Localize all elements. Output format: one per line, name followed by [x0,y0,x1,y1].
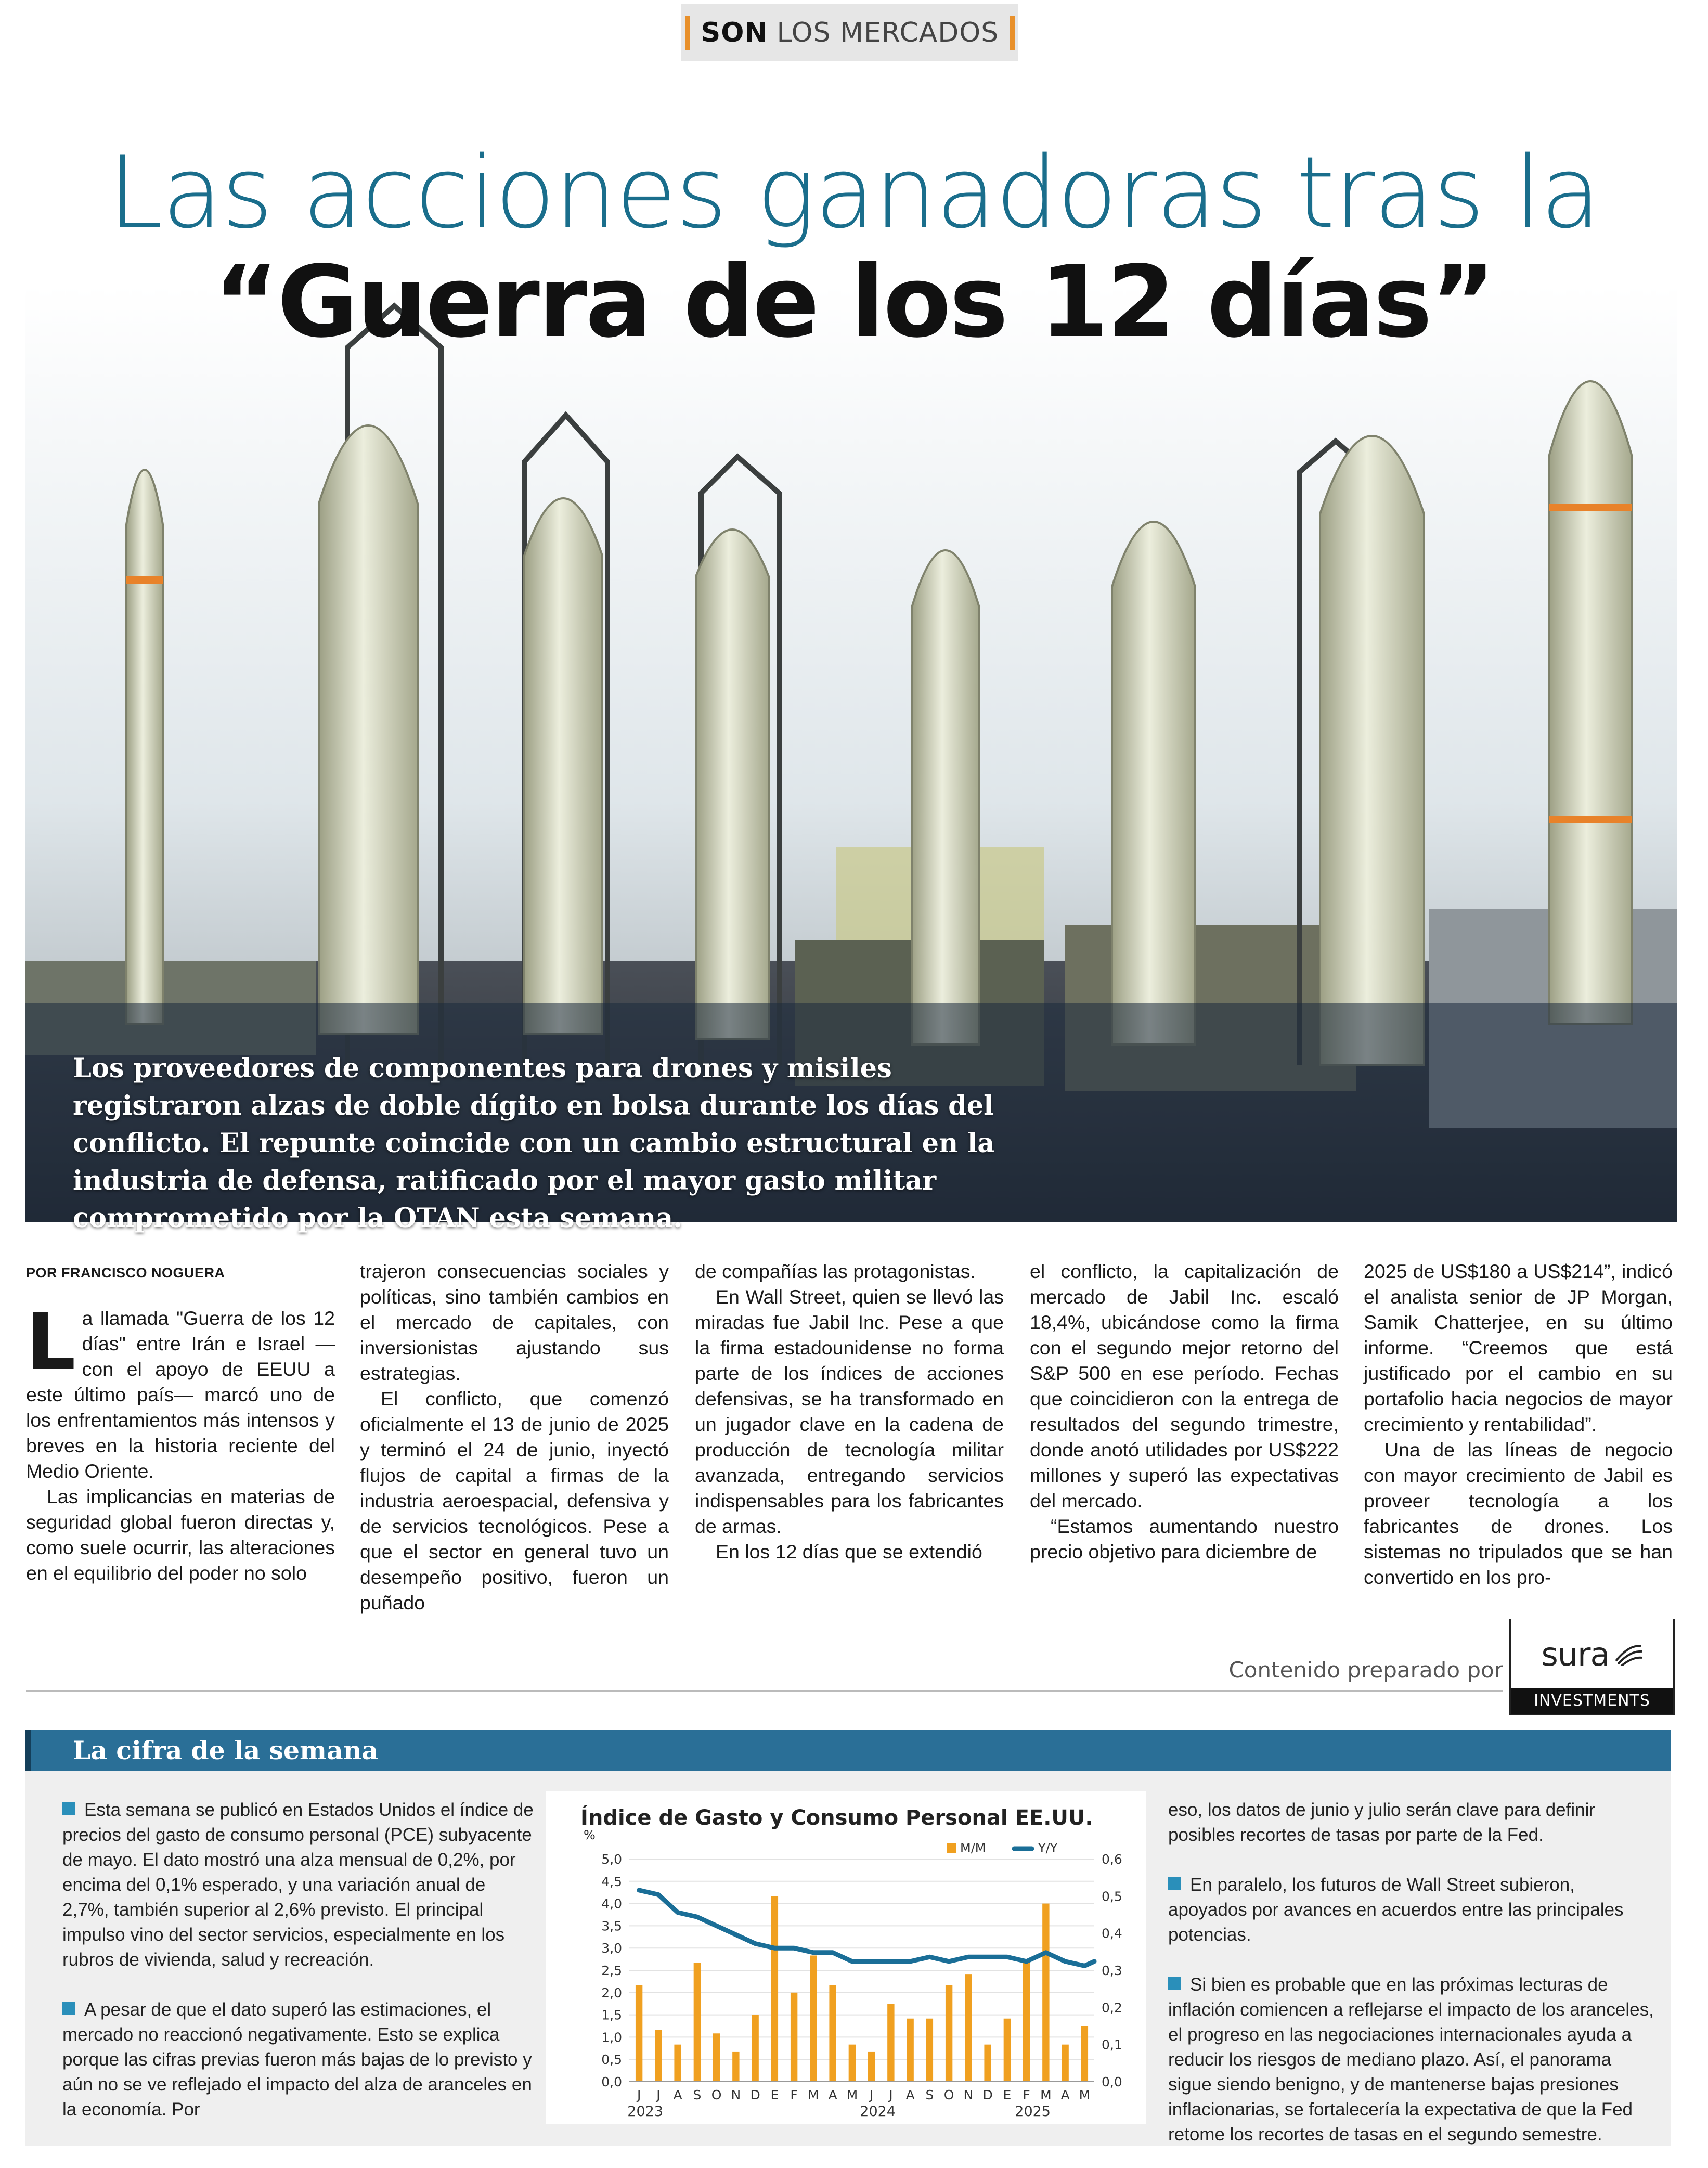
x-axis-tick-label: M [808,2087,819,2102]
article-paragraph: el conflicto, la capitalización de mercado de Jabil Inc. escaló 18,4%, ubicándose como la firma con el segundo mejor retorno del S&P 500 en ese período. Fechas que coincidieron con la entrega de resultados del segundo trimestre, donde anotó utilidades por US$222 millones y superó las expectativas del mercado. [1030,1260,1339,1512]
chart-bar [791,1993,797,2082]
chart-bar [752,2015,758,2082]
left-axis-tick-label: 1,5 [601,2007,622,2023]
x-axis-tick-label: M [846,2087,858,2102]
x-axis-tick-label: O [711,2087,722,2102]
chart-bar [810,1955,817,2082]
x-axis-tick-label: D [982,2087,993,2102]
box-title: La cifra de la semana [73,1735,379,1765]
box-paragraph: En paralelo, los futuros de Wall Street subieron, apoyados por avances en acuerdos entre las principales potencias. [1168,1875,1624,1945]
x-axis-tick-label: O [943,2087,954,2102]
deck: Los proveedores de componentes para drones y misiles registraron alzas de doble dígito en bolsa durante los días del conflicto. El repunte coincide con un cambio estructural en la industria de defensa, ratificado por el mayor gasto militar comprometido por la OTAN esta semana. [73,1053,995,1234]
article-column-3 [695,1259,1004,1565]
x-axis-tick-label: A [828,2087,837,2102]
x-axis-tick-label: S [693,2087,702,2102]
article-column-5 [1364,1259,1673,1590]
right-axis-tick-label: 0,5 [1102,1889,1122,1904]
article-paragraph: El conflicto, que comenzó oficialmente el 13 de junio de 2025 y terminó el 24 de junio, inyectó flujos de capital a firmas de la industria aeroespacial, defensiva y de servicios tecnológicos. Pese a que el sector en general tuvo un desempeño positivo, fueron un puñado [360,1388,669,1614]
chart-bars [636,1896,1088,2082]
left-axis-tick-label: 1,0 [601,2030,622,2045]
chart-bar [771,1896,778,2082]
chart-bar [907,2019,913,2082]
chart-bar [946,1985,952,2082]
chart-bar [849,2045,856,2082]
chart-bar [732,2052,739,2082]
x-axis-year-label: 2025 [1015,2104,1051,2120]
byline: POR FRANCISCO NOGUERA [26,1265,225,1281]
x-axis-tick-label: E [1003,2087,1012,2102]
right-axis-tick-label: 0,4 [1102,1926,1122,1941]
dropcap: L [26,1297,76,1388]
x-axis-tick-label: J [656,2087,661,2102]
x-axis-tick-label: N [731,2087,741,2102]
section-tag [681,4,1018,61]
chart-bar [1042,1904,1049,2082]
swirl-icon [1614,1642,1643,1666]
left-axis-tick-label: 3,5 [601,1918,622,1934]
chart-bar [868,2052,875,2082]
left-axis-tick-label: 4,0 [601,1896,622,1912]
chart-bar [636,1985,642,2082]
pce-chart-panel [546,1791,1146,2124]
section-tag-bar-left [685,16,690,50]
article-paragraph: trajeron consecuencias sociales y políticas, sino también cambios en el mercado de capitales, con inversionistas ajustando sus estrategias. [360,1260,669,1384]
pce-chart [546,1791,1146,2124]
article-column-2 [360,1259,669,1616]
x-axis-tick-label: M [1079,2087,1091,2102]
section-tag-label: SON LOS MERCADOS [701,17,999,48]
x-axis-tick-label: F [790,2087,798,2102]
bullet-square-icon [1168,1877,1181,1890]
article-column-4 [1030,1259,1339,1565]
chart-bar [829,1985,836,2082]
article-paragraph: a llamada "Guerra de los 12 días" entre Irán e Israel —con el apoyo de EEUU a este último país— marcó uno de los enfrentamientos más intensos y breves en la historia reciente del Medio Oriente. [26,1307,335,1482]
chart-bar [965,1974,972,2082]
chart-bar [674,2045,681,2082]
article-paragraph: 2025 de US$180 a US$214”, indicó el analista senior de JP Morgan, Samik Chatterjee, en su último informe. “Creemos que está justificado por el cambio en su portafolio hacia negocios de mayor crecimiento y rentabilidad”. [1364,1260,1673,1435]
box-header [25,1730,1671,1771]
x-axis-tick-label: A [673,2087,682,2102]
x-axis-tick-label: S [925,2087,934,2102]
legend-swatch-mm [947,1843,956,1853]
x-axis-tick-label: N [963,2087,974,2102]
right-axis-tick-label: 0,3 [1102,1963,1122,1978]
headline-line-2: “Guerra de los 12 días” [214,244,1494,359]
chart-legend [947,1841,1058,1855]
box-paragraph: A pesar de que el dato superó las estimaciones, el mercado no reaccionó negativamente. Esto se explica porque las cifras previas fueron más bajas de lo previsto y aún no se ve reflejado el impacto del alza de aranceles en la economía. Por [62,1999,532,2120]
article-paragraph: “Estamos aumentando nuestro precio objetivo para diciembre de [1030,1515,1339,1563]
x-axis-tick-label: A [1060,2087,1070,2102]
right-axis-tick-label: 0,1 [1102,2037,1122,2053]
bullet-square-icon [1168,1977,1181,1990]
bullet-square-icon [62,1802,75,1815]
right-axis-tick-label: 0,0 [1102,2074,1122,2089]
article-paragraph: En los 12 días que se extendió [716,1541,982,1563]
chart-bar [887,2004,894,2082]
x-axis-tick-label: A [905,2087,915,2102]
chart-title: Índice de Gasto y Consumo Personal EE.UU. [580,1806,1093,1830]
article-paragraph: de compañías las protagonistas. [695,1260,976,1282]
sponsor-divider [26,1690,1503,1692]
left-axis-tick-label: 2,5 [601,1963,622,1978]
box-left-column [62,1798,537,2147]
chart-bar [655,2030,662,2082]
right-axis-tick-label: 0,2 [1102,2000,1122,2016]
article-paragraph: En Wall Street, quien se llevó las miradas fue Jabil Inc. Pese a que la firma estadounidense no forma parte de los índices de acciones defensivas, se ha transformado en un jugador clave en la cadena de producción de tecnología militar avanzada, entregando servicios indispensables para los fabricantes de armas. [695,1286,1004,1537]
chart-series-line [639,1890,1094,1966]
chart-bar [984,2045,991,2082]
box-paragraph: eso, los datos de junio y julio serán clave para definir posibles recortes de tasas por parte de la Fed. [1168,1800,1596,1845]
legend-label-mm: M/M [960,1841,986,1855]
headline-line-1: Las acciones ganadoras tras la [108,135,1600,250]
article-column-1 [26,1297,335,1586]
x-axis-year-label: 2023 [627,2104,663,2120]
box-paragraph: Si bien es probable que en las próximas lecturas de inflación comiencen a reflejarse el impacto de los aranceles, el progreso en las negociaciones internacionales ayuda a reducir los riesgos de mediano plazo. Así, el panorama sigue siendo benigno, y de mantenerse bajas presiones inflacionarias, se fortalecería la expectativa de que la Fed retome los recortes de tasas en el segundo semestre. [1168,1975,1654,2145]
chart-bar [1023,1963,1030,2082]
article-paragraph: Las implicancias en materias de seguridad global fueron directas y, como suele ocurrir, las alteraciones en el equilibrio del poder no solo [26,1486,335,1584]
x-axis-tick-label: E [770,2087,779,2102]
chart-bar [694,1963,701,2082]
chart-bar [1081,2026,1088,2082]
chart-unit-label: % [584,1828,596,1842]
sponsor-text: Contenido preparado por [1228,1657,1503,1683]
left-axis-tick-label: 0,0 [601,2074,622,2089]
legend-label-yy: Y/Y [1038,1841,1058,1855]
chart-bar [713,2033,720,2082]
box-paragraph: Esta semana se publicó en Estados Unidos el índice de precios del gasto de consumo personal (PCE) subyacente de mayo. El dato mostró una alza mensual de 0,2%, por encima del 0,1% esperado, y una variación anual de 2,7%, también superior al 2,6% previsto. El principal impulso vino del sector servicios, especialmente en los rubros de vivienda, salud y recreación. [62,1800,534,1970]
chart-bar [926,2019,933,2082]
box-right-column [1168,1798,1657,2168]
left-axis-tick-label: 3,0 [601,1941,622,1956]
chart-bar [1062,2045,1068,2082]
section-tag-bar-right [1010,16,1015,50]
x-axis-tick-label: J [637,2087,641,2102]
article-paragraph: Una de las líneas de negocio con mayor crecimiento de Jabil es proveer tecnología a los fabricantes de drones. Los sistemas no tripulados que se han convertido en los pro- [1364,1439,1673,1588]
left-axis-tick-label: 5,0 [601,1852,622,1867]
logo-subtitle: INVESTMENTS [1511,1688,1673,1714]
x-axis-tick-label: M [1040,2087,1052,2102]
x-axis-tick-label: J [869,2087,874,2102]
x-axis-tick-label: F [1023,2087,1030,2102]
chart-bar [1004,2019,1011,2082]
x-axis-tick-label: D [750,2087,760,2102]
left-axis-tick-label: 2,0 [601,1985,622,2001]
right-axis-tick-label: 0,6 [1102,1852,1122,1867]
left-axis-tick-label: 4,5 [601,1874,622,1889]
logo-wordmark: sura [1541,1635,1610,1673]
sura-logo [1509,1619,1675,1715]
x-axis-year-label: 2024 [860,2104,896,2120]
x-axis-tick-label: J [889,2087,893,2102]
chart-line [639,1890,1094,1966]
left-axis-tick-label: 0,5 [601,2052,622,2068]
bullet-square-icon [62,2002,75,2015]
